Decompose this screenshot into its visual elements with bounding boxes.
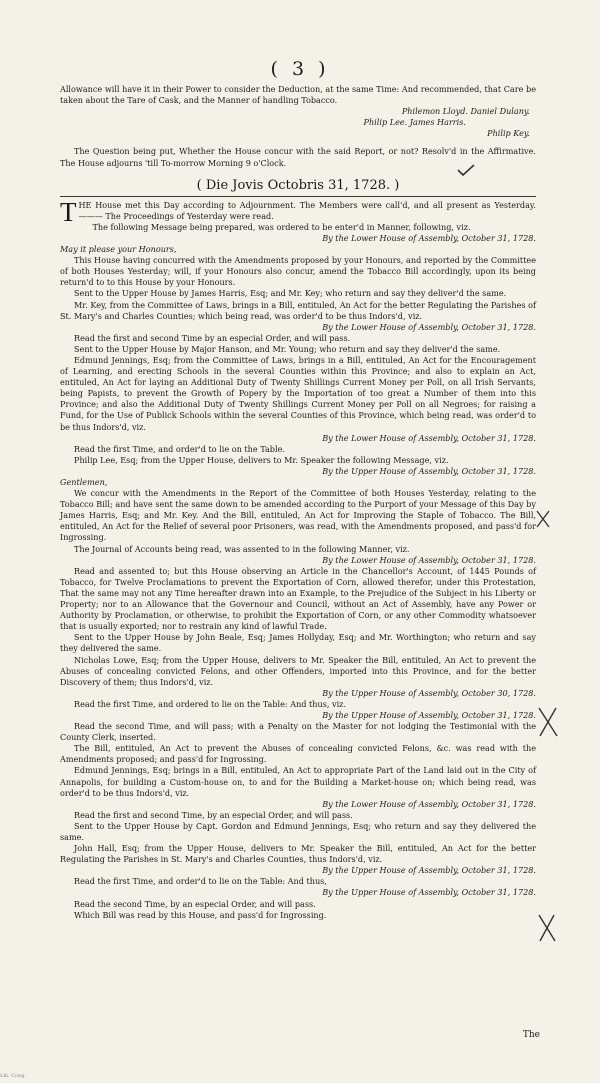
paragraph: John Hall, Esq; from the Upper House, delivers to Mr. Speaker the Bill, entituled, An Act for the better Regulating the Parishes in St. Mary's and Charles Counties, thus Indors'd, viz. xyxy=(60,843,536,865)
paragraph: Edmund Jennings, Esq; from the Committee of Laws, brings in a Bill, entituled, An Act for the Encouragement of Learning, and erecting Schools in the several Counties within this Province; and also to explain an Act, entituled, An Act for laying an Additional Duty of Twenty Shillings Current Money per Poll, on all Irish Servants, being Papists, to prevent the Growth of Popery by the Importation of too great a Number of them into this Province; and also the Additional Duty of Twenty Shillings Current Money per Poll on all Negroes; for raising a Fund, for the Use of Publick Schools within the several Counties of this Province, which being read, was order'd to be thus Indors'd, viz. xyxy=(60,354,536,432)
paragraph: Read the second Time, by an especial Order, and will pass. xyxy=(74,898,316,909)
paragraph: We concur with the Amendments in the Report of the Committee of both Houses Yesterday, relating to the Tobacco Bill; and have sent the same down to be amended according to the Purport of your Message of this Day by James Harris, Esq; and Mr. Key. And the Bill, entituled, An Act for Improving the Staple of Tobacco. The Bill, entituled, An Act for the Relief of several poor Prisoners, was read, with the Amendments proposed, and pass'd for Ingrossing. xyxy=(60,488,536,543)
endorsement-line: By the Upper House of Assembly, October 31, 1728. xyxy=(322,465,536,476)
endorsement-line: By the Lower House of Assembly, October 31, 1728. xyxy=(322,798,536,809)
paragraph: Sent to the Upper House by Major Hanson, and Mr. Young; who return and say they deliver'd the same. xyxy=(74,343,501,354)
paragraph: Which Bill was read by this House, and pass'd for Ingrossing. xyxy=(74,909,327,920)
paragraph: Read and assented to; but this House observing an Article in the Chancellor's Account, of 1445 Pounds of Tobacco, for Twelve Proclamations to prevent the Exportation of Corn, allowed therefor, under this Protestation, That the same may not any Time hereafter drawn into an Example, to the Prejudice of the Subject in his Liberty or Property; nor to an Allowance that the Governour and Council, without an Act of Assembly, have any Power or Authority by Proclamation, or otherwise, to prohibit the Exportation of Corn, or any other Commodity whatsoever that is usually exported; nor to restrain any kind of lawful Trade. xyxy=(60,565,536,632)
paragraph: Sent to the Upper House by Capt. Gordon and Edmund Jennings, Esq; who return and say they delivered the same. xyxy=(60,820,536,842)
paragraph: Read the first Time, and order'd to lie on the Table: And thus, xyxy=(74,876,327,887)
catchword: The xyxy=(522,1030,540,1040)
paragraph: Read the first Time, and order'd to lie on the Table. xyxy=(74,443,285,454)
paragraph: This House having concurred with the Amendments proposed by your Honours, and reported by the Committee of both Houses Yesterday; will, if your Honours also concur, amend the Tobacco Bill accordingly, upon its being return'd to to this House by your Honours. xyxy=(60,255,536,288)
paragraph: The Bill, entituled, An Act to prevent the Abuses of concealing convicted Felons, &c. was read with the Amendments proposed; and pass'd for Ingrossing. xyxy=(60,743,536,765)
date-heading: ( Die Jovis Octobris 31, 1728. ) xyxy=(196,177,400,193)
signature-line: Philip Key. xyxy=(487,128,530,139)
library-stamp: Lib. Cong. xyxy=(0,1073,27,1079)
paragraph: Edmund Jennings, Esq; brings in a Bill, entituled, An Act to appropriate Part of the Land laid out in the City of Annapolis, for building a Custom-house on, to and for the Building a Market-house on; which being read, was order'd to be thus Indors'd, viz. xyxy=(60,765,536,798)
cross-mark-icon xyxy=(536,912,558,944)
paragraph: Mr. Key, from the Committee of Laws, brings in a Bill, entituled, An Act for the better Regulating the Parishes of St. Mary's and Charles Counties; which being read, was order'd to be thus Indors'd, viz. xyxy=(60,299,536,321)
paragraph: Allowance will have it in their Power to consider the Deduction, at the same Time: And recommended, that Care be taken about the Tare of Cask, and the Manner of handling Tobacco. xyxy=(60,84,536,106)
cross-mark-icon xyxy=(536,705,560,739)
salutation: Gentlemen, xyxy=(60,477,108,487)
endorsement-line: By the Lower House of Assembly, October 31, 1728. xyxy=(322,432,536,443)
paragraph: Read the first Time, and ordered to lie on the Table: And thus, viz. xyxy=(74,698,347,709)
paragraph: Read the first and second Time, by an especial Order, and will pass. xyxy=(74,809,353,820)
paragraph: Read the first and second Time by an especial Order, and will pass. xyxy=(74,332,351,343)
paragraph-text: HE House met this Day according to Adjournment. The Members were call'd, and all present as Yesterday. ——— The Proceedings of Yesterday were read. xyxy=(78,199,536,221)
signature-line: Philip Lee. James Harris. xyxy=(363,117,466,128)
paragraph: The Question being put, Whether the House concur with the said Report, or not? Resolv'd in the Affirmative. The House adjourns 'till To-morrow Morning 9 o'Clock. xyxy=(60,146,536,168)
endorsement-line: By the Lower House of Assembly, October 31, 1728. xyxy=(322,321,536,332)
endorsement-line: By the Upper House of Assembly, October 31, 1728. xyxy=(322,709,536,720)
paragraph: Sent to the Upper House by John Beale, Esq; James Hollyday, Esq; and Mr. Worthington; who return and say they delivered the same. xyxy=(60,632,536,654)
signature-line: Philemon Lloyd. Daniel Dulany. xyxy=(401,106,530,117)
journal-text xyxy=(60,84,536,921)
endorsement-line: By the Upper House of Assembly, October 31, 1728. xyxy=(322,865,536,876)
paragraph: The following Message being prepared, was ordered to be enter'd in Manner, following, viz. xyxy=(92,221,471,232)
cross-mark-icon xyxy=(534,508,552,530)
drop-cap: T xyxy=(60,196,77,227)
paragraph: Nicholas Lowe, Esq; from the Upper House, delivers to Mr. Speaker the Bill, entituled, An Act to prevent the Abuses of concealing convicted Felons, and other Offenders, imported into this Province, and for the better Discovery of them; thus Indors'd, viz. xyxy=(60,654,536,687)
endorsement-line: By the Lower House of Assembly, October 31, 1728. xyxy=(322,232,536,243)
paragraph: Sent to the Upper House by James Harris, Esq; and Mr. Key; who return and say they deliver'd the same. xyxy=(74,288,507,299)
endorsement-line: By the Upper House of Assembly, October 31, 1728. xyxy=(322,887,536,898)
paragraph: Philip Lee, Esq; from the Upper House, delivers to Mr. Speaker the following Message, viz. xyxy=(74,454,449,465)
salutation: May it please your Honours, xyxy=(60,244,177,255)
divider xyxy=(60,196,536,197)
endorsement-line: By the Upper House of Assembly, October 30, 1728. xyxy=(322,687,536,698)
paragraph: Read the second Time, and will pass; with a Penalty on the Master for not lodging the Testimonial with the County Clerk, inserted. xyxy=(60,721,536,743)
paragraph: The Journal of Accounts being read, was assented to in the following Manner, viz. xyxy=(74,543,410,554)
check-mark xyxy=(456,163,478,179)
endorsement-line: By the Lower House of Assembly, October 31, 1728. xyxy=(322,554,536,565)
page-number: ( 3 ) xyxy=(270,58,330,80)
